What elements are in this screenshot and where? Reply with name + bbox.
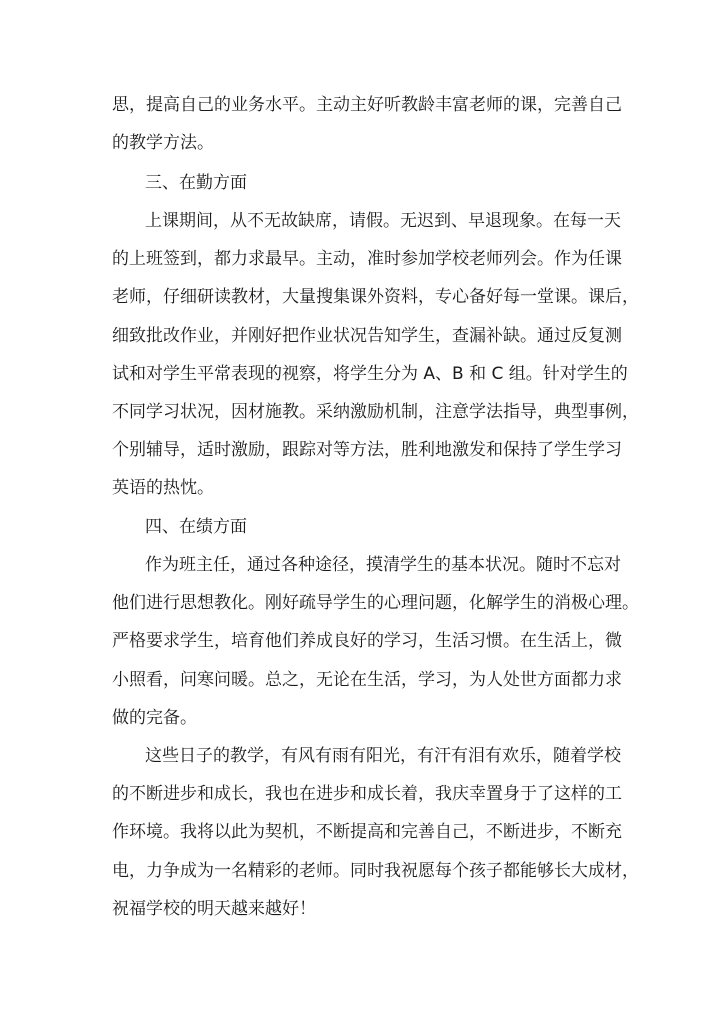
text-line: 的教学方法。 — [112, 133, 214, 153]
text-line: 小照看，问寒问暖。总之，无论在生活，学习，为人处世方面都力求 — [112, 670, 622, 690]
text-line: 细致批改作业，并刚好把作业状况告知学生，查漏补缺。通过反复测 — [112, 326, 622, 346]
text-line: 做的完备。 — [112, 708, 197, 728]
text-line: 不同学习状况，因材施教。采纳激励机制，注意学法指导，典型事例， — [112, 402, 639, 422]
text-line: 他们进行思想教化。刚好疏导学生的心理问题，化解学生的消极心理。 — [112, 593, 639, 613]
text-line: 电，力争成为一名精彩的老师。同时我祝愿每个孩子都能够长大成材， — [112, 861, 639, 881]
text-line: 作为班主任，通过各种途径，摸清学生的基本状况。随时不忘对 — [145, 555, 621, 575]
text-line: 老师，仔细研读教材，大量搜集课外资料，专心备好每一堂课。课后， — [112, 287, 639, 307]
text-line: 严格要求学生，培育他们养成良好的学习，生活习惯。在生活上，微 — [112, 631, 622, 651]
text-line: 思，提高自己的业务水平。主动主好听教龄丰富老师的课，完善自己 — [112, 95, 622, 115]
text-line: 个别辅导，适时激励，跟踪对等方法，胜利地激发和保持了学生学习 — [112, 440, 622, 460]
text-line: 试和对学生平常表现的视察，将学生分为 A、B 和 C 组。针对学生的 — [112, 364, 628, 384]
text-line: 英语的热忱。 — [112, 478, 214, 498]
text-line: 祝福学校的明天越来越好！ — [112, 899, 316, 919]
text-line: 的不断进步和成长，我也在进步和成长着，我庆幸置身于了这样的工 — [112, 784, 622, 804]
text-line: 这些日子的教学，有风有雨有阳光，有汗有泪有欢乐，随着学校 — [145, 746, 621, 766]
section-heading: 四、在绩方面 — [145, 517, 247, 537]
text-line: 上课期间，从不无故缺席，请假。无迟到、早退现象。在每一天 — [145, 211, 621, 231]
section-heading: 三、在勤方面 — [145, 173, 247, 193]
text-line: 作环境。我将以此为契机，不断提高和完善自己，不断进步，不断充 — [112, 822, 622, 842]
text-line: 的上班签到，都力求最早。主动，准时参加学校老师列会。作为任课 — [112, 249, 622, 269]
